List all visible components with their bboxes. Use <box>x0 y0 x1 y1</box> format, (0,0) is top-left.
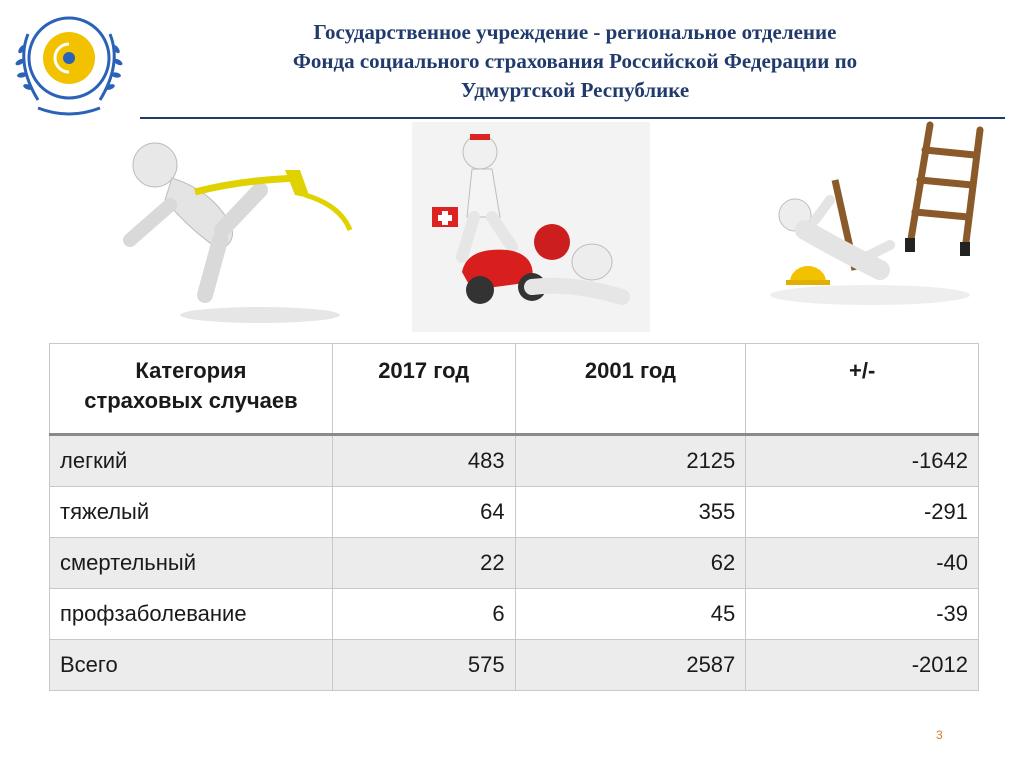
column-header-2001: 2001 год <box>515 344 746 435</box>
insurance-cases-table <box>49 343 979 691</box>
cell-2017: 64 <box>332 487 515 538</box>
title-divider <box>140 117 1005 119</box>
title-line-3: Удмуртской Республике <box>460 78 690 102</box>
table-header-row <box>50 344 979 435</box>
column-header-diff: +/- <box>746 344 979 435</box>
cell-2017: 575 <box>332 640 515 691</box>
column-header-2017: 2017 год <box>332 344 515 435</box>
table-row <box>50 435 979 487</box>
cell-2017: 6 <box>332 589 515 640</box>
cell-diff: -39 <box>746 589 979 640</box>
page-number: 3 <box>936 728 943 742</box>
cell-diff: -40 <box>746 538 979 589</box>
cell-2017: 483 <box>332 435 515 487</box>
page-title <box>140 18 1010 105</box>
tripping-figure-illustration <box>110 120 370 330</box>
fss-emblem-icon <box>8 4 130 122</box>
cell-2001: 45 <box>515 589 746 640</box>
table-row <box>50 538 979 589</box>
cell-category: смертельный <box>50 538 333 589</box>
table-row <box>50 589 979 640</box>
cell-category: тяжелый <box>50 487 333 538</box>
cell-category: профзаболевание <box>50 589 333 640</box>
cell-2017: 22 <box>332 538 515 589</box>
table-row <box>50 487 979 538</box>
cell-category: легкий <box>50 435 333 487</box>
cell-2001: 2125 <box>515 435 746 487</box>
cell-2001: 62 <box>515 538 746 589</box>
cell-diff: -1642 <box>746 435 979 487</box>
cell-2001: 355 <box>515 487 746 538</box>
cell-category: Всего <box>50 640 333 691</box>
title-line-2: Фонда социального страхования Российской Федерации по <box>292 49 858 73</box>
ladder-fall-figure-illustration <box>760 120 1000 330</box>
medic-and-injured-figure-illustration <box>412 122 650 332</box>
header-category-line-2: страховых случаев <box>84 388 298 413</box>
cell-diff: -291 <box>746 487 979 538</box>
column-header-category <box>50 344 333 435</box>
table-row-total <box>50 640 979 691</box>
header-category-line-1: Категория <box>135 358 247 383</box>
cell-2001: 2587 <box>515 640 746 691</box>
cell-diff: -2012 <box>746 640 979 691</box>
title-line-1: Государственное учреждение - региональное отделение <box>313 20 837 44</box>
